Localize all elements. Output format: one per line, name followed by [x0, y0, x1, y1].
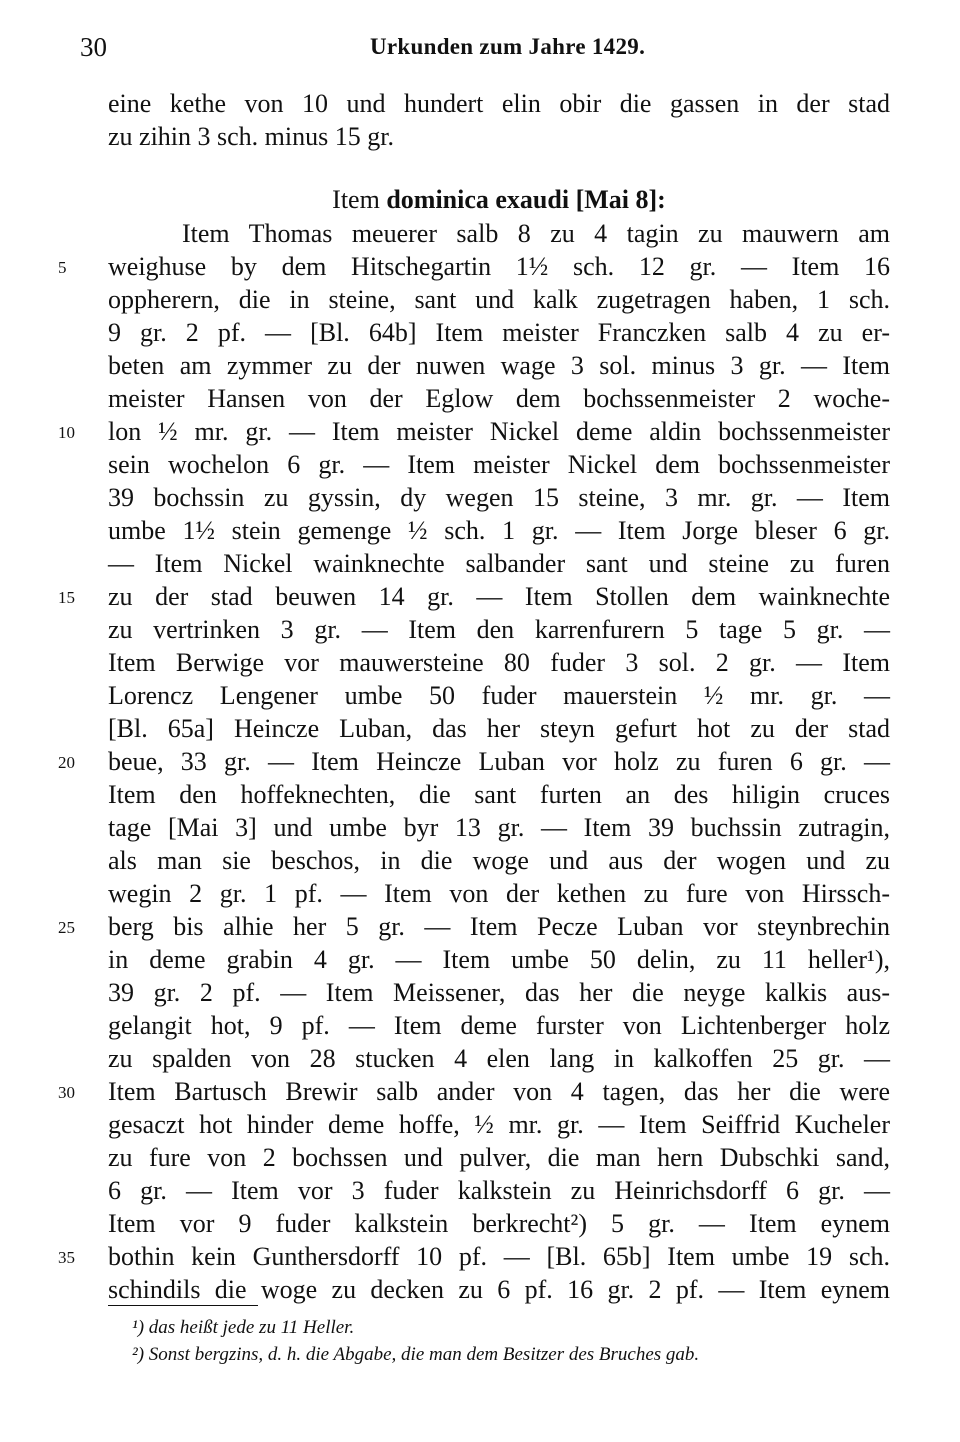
text-line: berg bis alhie her 5 gr. — Item Pecze Luban vor steynbrechin [108, 912, 890, 941]
text-line: Item den hoffeknechten, die sant furten an des hiligin cruces [108, 780, 890, 809]
text-line: zu spalden von 28 stucken 4 elen lang in kalkoffen 25 gr. — [108, 1044, 890, 1073]
text-line: 6 gr. — Item vor 3 fuder kalkstein zu Heinrichsdorff 6 gr. — [108, 1176, 890, 1205]
text-line: als man sie beschos, in die woge und aus der wogen und zu [108, 846, 890, 875]
text-line: gelangit hot, 9 pf. — Item deme furster von Lichtenberger holz [108, 1011, 890, 1040]
text-line: 39 gr. 2 pf. — Item Meissener, das her die neyge kalkis aus- [108, 978, 890, 1007]
heading-prefix: Item [332, 185, 380, 214]
text-line: gesaczt hot hinder deme hoffe, ½ mr. gr. — Item Seiffrid Kucheler [108, 1110, 890, 1139]
text-line: zu vertrinken 3 gr. — Item den karrenfurern 5 tage 5 gr. — [108, 615, 890, 644]
line-number: 5 [58, 258, 67, 277]
text-line: weighuse by dem Hitschegartin 1½ sch. 12 gr. — Item 16 [108, 252, 890, 281]
footnote: ²) Sonst bergzins, d. h. die Abgabe, die man dem Besitzer des Bruches gab. [132, 1344, 700, 1365]
text-line: zu zihin 3 sch. minus 15 gr. [108, 122, 394, 151]
text-line: wegin 2 gr. 1 pf. — Item von der kethen zu fure von Hirssch- [108, 879, 890, 908]
text-line: beue, 33 gr. — Item Heincze Luban vor holz zu furen 6 gr. — [108, 747, 890, 776]
text-line: umbe 1½ stein gemenge ½ sch. 1 gr. — Item Jorge bleser 6 gr. [108, 516, 890, 545]
text-line: Item Bartusch Brewir salb ander von 4 tagen, das her die were [108, 1077, 890, 1106]
text-line: Lorencz Lengener umbe 50 fuder mauerstein ½ mr. gr. — [108, 681, 890, 710]
text-line: [Bl. 65a] Heincze Luban, das her steyn gefurt hot zu der stad [108, 714, 890, 743]
heading-bold: dominica exaudi [386, 185, 570, 214]
page-number: 30 [80, 32, 107, 62]
text-line: oppherern, die in steine, sant und kalk zugetragen haben, 1 sch. [108, 285, 890, 314]
text-line: zu fure von 2 bochssen und pulver, die man hern Dubschki sand, [108, 1143, 890, 1172]
text-line: 9 gr. 2 pf. — [Bl. 64b] Item meister Franczken salb 4 zu er- [108, 318, 890, 347]
heading-suffix: [Mai 8]: [575, 185, 666, 214]
text-line: meister Hansen von der Eglow dem bochssenmeister 2 woche- [108, 384, 890, 413]
line-number: 35 [58, 1248, 75, 1267]
text-line: — Item Nickel wainknechte salbander sant und steine zu furen [108, 549, 890, 578]
line-number: 10 [58, 423, 75, 442]
line-number: 25 [58, 918, 75, 937]
text-line: eine kethe von 10 und hundert elin obir die gassen in der stad [108, 89, 890, 118]
line-number: 30 [58, 1083, 75, 1102]
text-line: Item vor 9 fuder kalkstein berkrecht²) 5 gr. — Item eynem [108, 1209, 890, 1238]
line-number: 20 [58, 753, 75, 772]
line-number: 15 [58, 588, 75, 607]
text-line: schindils die woge zu decken zu 6 pf. 16 gr. 2 pf. — Item eynem [108, 1275, 890, 1304]
text-line: tage [Mai 3] und umbe byr 13 gr. — Item 39 buchssin zutragin, [108, 813, 890, 842]
text-line: beten am zymmer zu der nuwen wage 3 sol. minus 3 gr. — Item [108, 351, 890, 380]
section-heading [108, 184, 890, 216]
text-line: zu der stad beuwen 14 gr. — Item Stollen dem wainknechte [108, 582, 890, 611]
text-line: bothin kein Gunthersdorff 10 pf. — [Bl. 65b] Item umbe 19 sch. [108, 1242, 890, 1271]
text-line: Item Berwige vor mauwersteine 80 fuder 3 sol. 2 gr. — Item [108, 648, 890, 677]
text-line: 39 bochssin zu gyssin, dy wegen 15 steine, 3 mr. gr. — Item [108, 483, 890, 512]
text-line: sein wochelon 6 gr. — Item meister Nickel dem bochssenmeister [108, 450, 890, 479]
page-header [80, 28, 890, 68]
text-line: in deme grabin 4 gr. — Item umbe 50 delin, zu 11 heller¹), [108, 945, 890, 974]
text-line: lon ½ mr. gr. — Item meister Nickel deme aldin bochssenmeister [108, 417, 890, 446]
text-line: Item Thomas meuerer salb 8 zu 4 tagin zu mauwern am [182, 219, 890, 248]
running-title: Urkunden zum Jahre 1429. [370, 34, 646, 59]
footnote-rule [108, 1305, 258, 1306]
footnote: ¹) das heißt jede zu 11 Heller. [132, 1317, 355, 1338]
